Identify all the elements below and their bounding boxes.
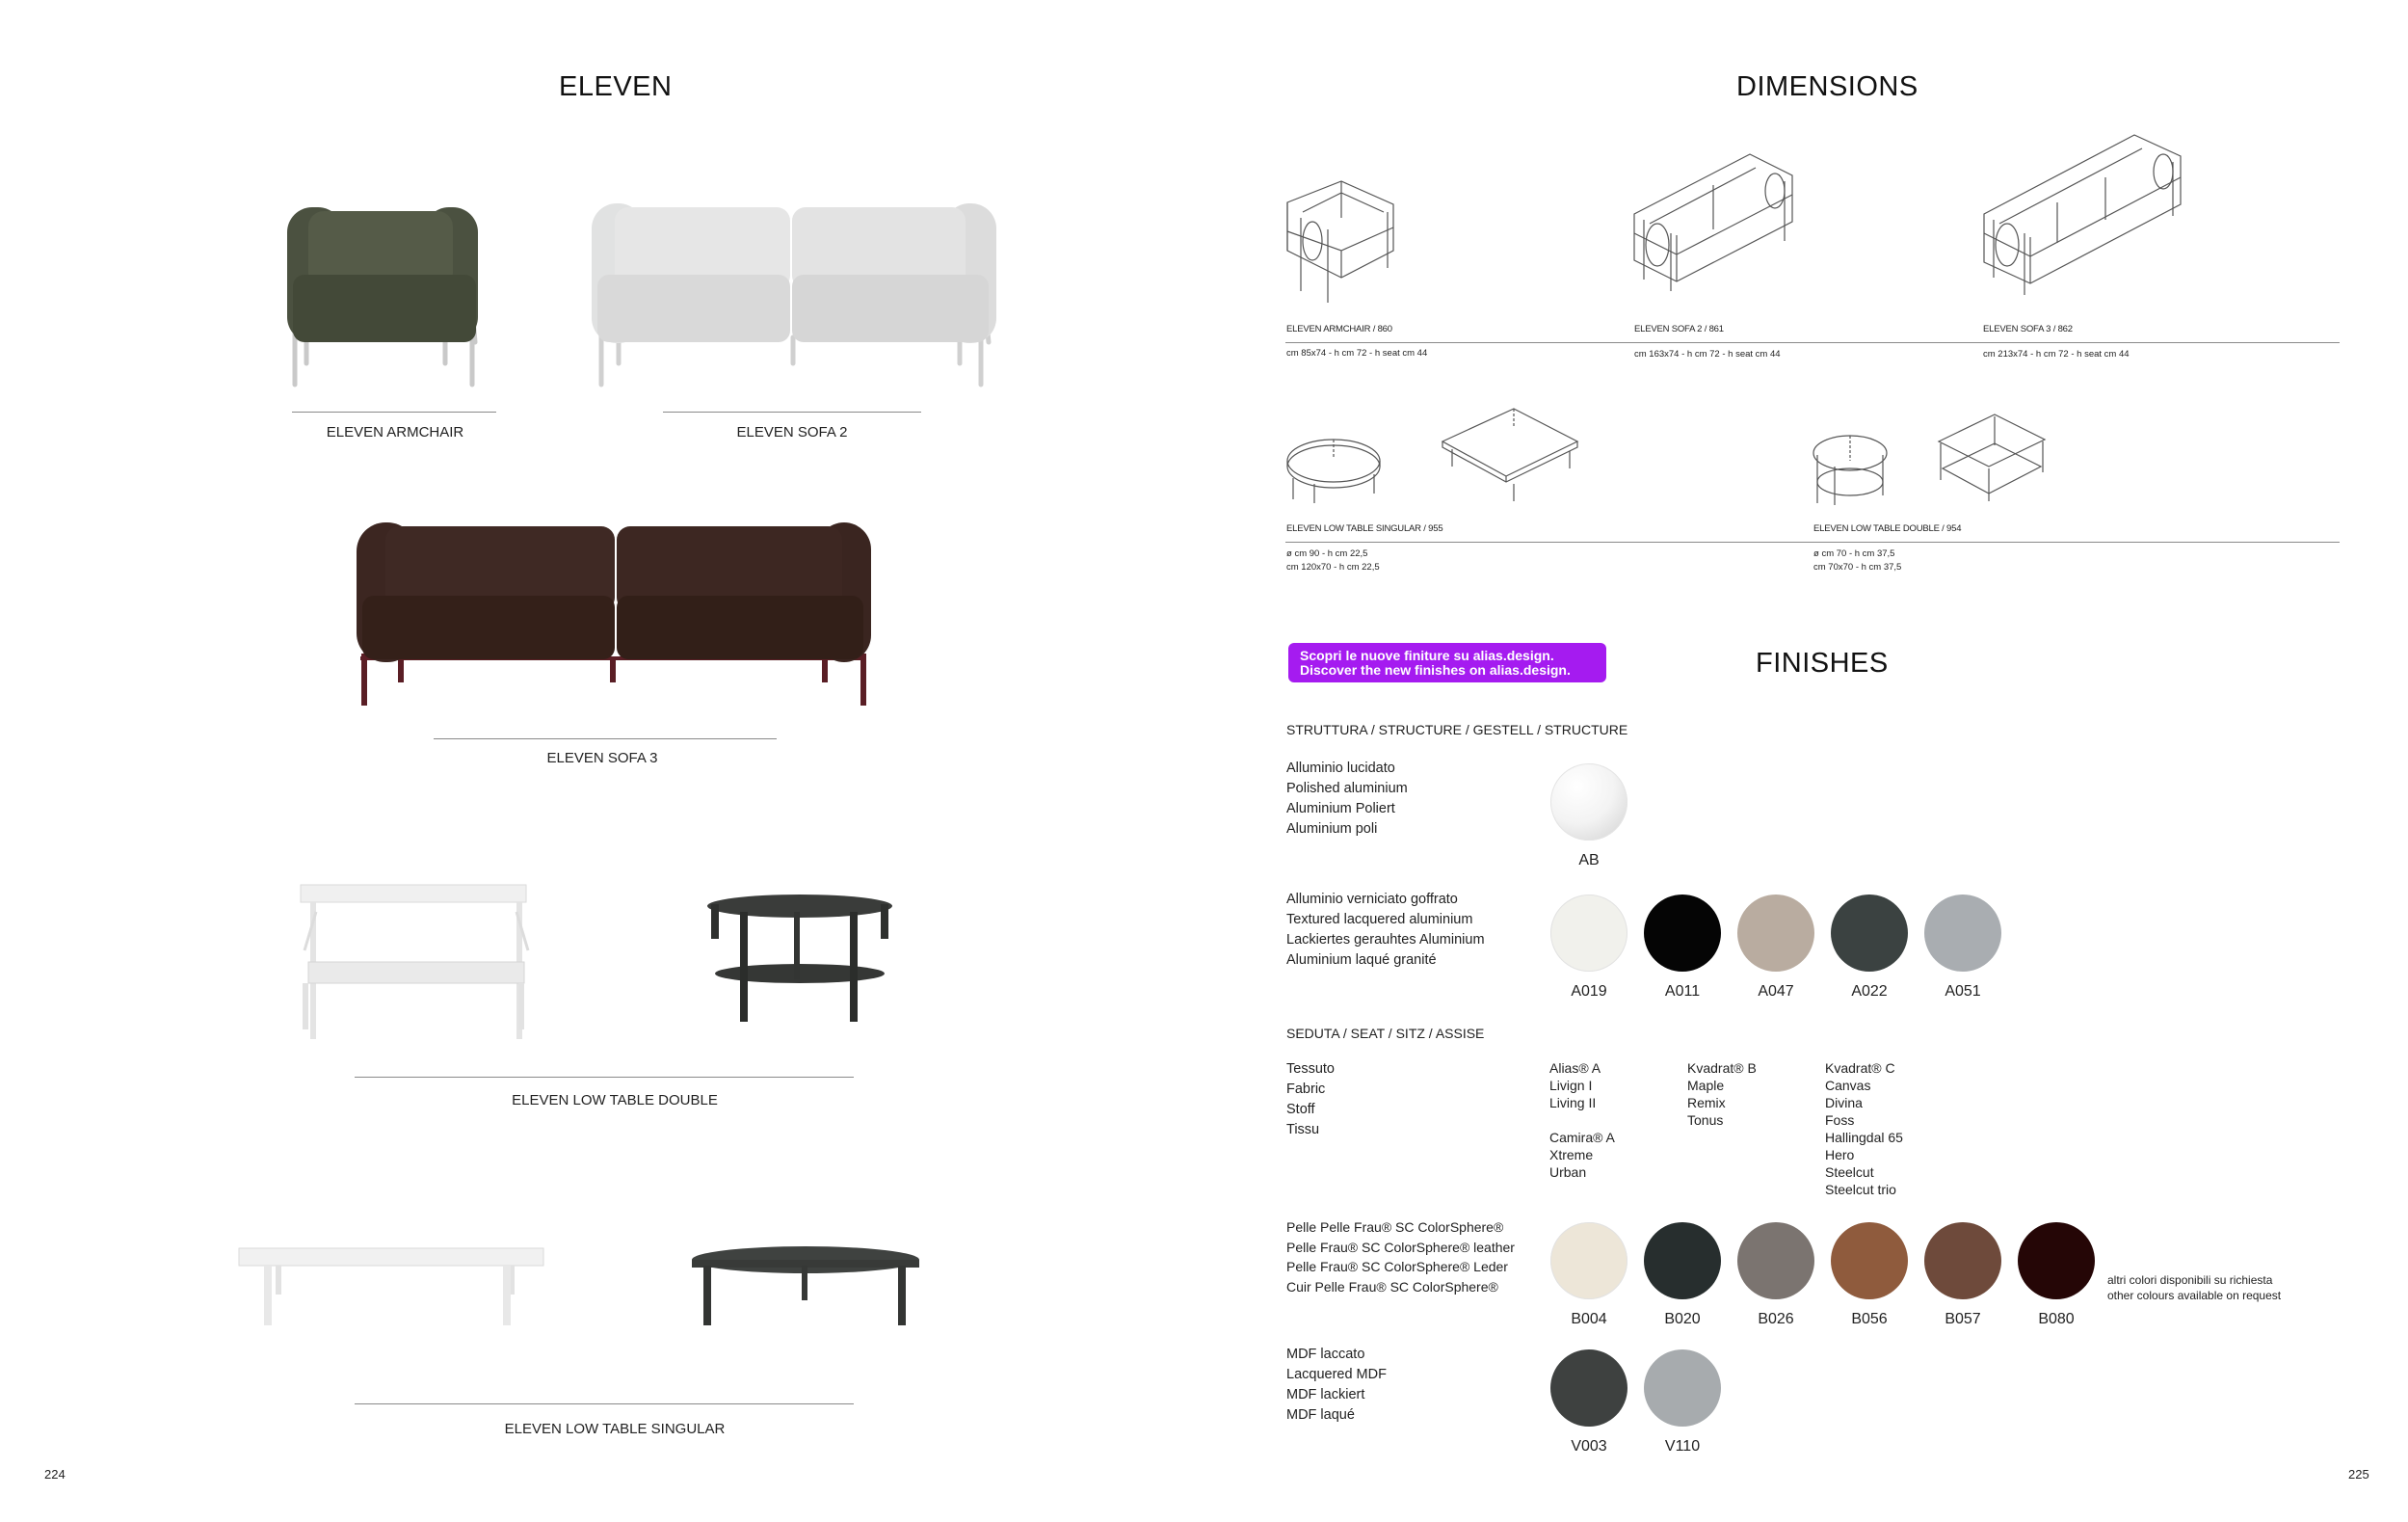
fabric-col1-item: Xtreme (1549, 1147, 1594, 1162)
fabric-col3-item: Kvadrat® C (1825, 1060, 1895, 1076)
swatch-A051[interactable] (1924, 895, 2001, 972)
mdf-description: MDF laccato Lacquered MDF MDF lackiert MDF laqué (1286, 1347, 1387, 1423)
table-singular-round-drawing (1285, 436, 1382, 503)
promo-line-1: Scopri le nuove finiture su alias.design. (1300, 648, 1554, 663)
swatch-A011-label: A011 (1664, 983, 1701, 1000)
low-table-double-round-image (703, 893, 896, 1028)
dim-table-singular-values: ø cm 90 - h cm 22,5 cm 120x70 - h cm 22,5 (1286, 548, 1380, 573)
low-table-double-divider (355, 1077, 854, 1078)
dim-armchair-name: ELEVEN ARMCHAIR / 860 (1286, 324, 1392, 334)
low-table-singular-divider (355, 1403, 854, 1404)
fabric-col3-item: Foss (1825, 1112, 1855, 1128)
leather-description: Pelle Pelle Frau® SC ColorSphere® Pelle Frau® SC ColorSphere® leather Pelle Frau® SC ColorSphere® Leder Cuir Pelle Frau® SC ColorSphere® (1286, 1219, 1515, 1295)
swatch-A011[interactable] (1644, 895, 1721, 972)
textured-description: Alluminio verniciato goffrato Textured lacquered aluminium Lackiertes gerauhtes Aluminium Aluminium laqué granité (1286, 892, 1485, 968)
armchair-divider (292, 412, 496, 413)
swatch-A022-label: A022 (1851, 983, 1888, 1000)
swatch-A019-label: A019 (1571, 983, 1607, 1000)
sofa2-drawing (1630, 147, 1796, 291)
swatch-B057-label: B057 (1945, 1311, 1981, 1327)
fabric-col3-item: Canvas (1825, 1078, 1871, 1093)
polished-description: Alluminio lucidato Polished aluminium Aluminium Poliert Aluminium poli (1286, 761, 1408, 837)
swatch-B026-label: B026 (1758, 1311, 1794, 1327)
promo-line-2: Discover the new finishes on alias.design. (1300, 662, 1571, 678)
swatch-A047[interactable] (1737, 895, 1814, 972)
fabric-collection-a (1549, 1059, 1615, 1181)
sofa2-divider (663, 412, 921, 413)
swatch-AB-label: AB (1578, 852, 1600, 868)
sofa3-image (353, 519, 873, 711)
table-singular-rect-drawing (1441, 407, 1580, 503)
sofa2-label: ELEVEN SOFA 2 (736, 424, 848, 441)
swatch-B080[interactable] (2018, 1222, 2095, 1299)
armchair-label: ELEVEN ARMCHAIR (326, 424, 464, 441)
dim-table-singular-name: ELEVEN LOW TABLE SINGULAR / 955 (1286, 523, 1443, 534)
finishes-promo-link[interactable] (1288, 643, 1606, 682)
fabric-col3-item: Hero (1825, 1147, 1855, 1162)
swatch-B020-label: B020 (1664, 1311, 1701, 1327)
fabric-col1-item: Living II (1549, 1095, 1597, 1110)
swatch-A047-label: A047 (1758, 983, 1794, 1000)
low-table-singular-rect-image (237, 1246, 545, 1333)
fabric-col3-item: Hallingdal 65 (1825, 1130, 1903, 1145)
fabric-col3-item: Divina (1825, 1095, 1863, 1110)
swatch-A051-label: A051 (1945, 983, 1981, 1000)
left-page-title: ELEVEN (559, 71, 673, 102)
fabric-col2-item: Remix (1687, 1095, 1726, 1110)
fabric-col3-item: Steelcut trio (1825, 1182, 1896, 1197)
finishes-title: FINISHES (1756, 648, 1889, 679)
left-page-number: 224 (44, 1467, 66, 1482)
armchair-drawing (1283, 174, 1397, 304)
swatch-B004[interactable] (1550, 1222, 1627, 1299)
swatch-B020[interactable] (1644, 1222, 1721, 1299)
swatch-V110[interactable] (1644, 1349, 1721, 1427)
fabric-collection-b (1687, 1059, 1757, 1129)
armchair-image (279, 198, 501, 390)
dim-sofa3-values: cm 213x74 - h cm 72 - h seat cm 44 (1983, 349, 2130, 360)
dim-sofa3-name: ELEVEN SOFA 3 / 862 (1983, 324, 2073, 334)
dim-table-double-values: ø cm 70 - h cm 37,5 cm 70x70 - h cm 37,5 (1813, 548, 1902, 573)
swatch-V003-label: V003 (1571, 1438, 1607, 1455)
fabric-col3-item: Steelcut (1825, 1164, 1874, 1180)
swatch-B004-label: B004 (1571, 1311, 1607, 1327)
table-double-square-drawing (1937, 413, 2048, 504)
swatch-V003[interactable] (1550, 1349, 1627, 1427)
low-table-double-square-image (297, 883, 533, 1028)
swatch-B056[interactable] (1831, 1222, 1908, 1299)
seat-heading: SEDUTA / SEAT / SITZ / ASSISE (1286, 1026, 1485, 1041)
fabric-col1-item: Camira® A (1549, 1130, 1615, 1145)
low-table-singular-round-image (690, 1246, 921, 1333)
low-table-double-label: ELEVEN LOW TABLE DOUBLE (512, 1092, 718, 1108)
dim-armchair-values: cm 85x74 - h cm 72 - h seat cm 44 (1286, 348, 1428, 359)
right-page-number: 225 (2348, 1467, 2369, 1482)
fabric-col1-item: Alias® A (1549, 1060, 1601, 1076)
sofa3-drawing (1980, 127, 2184, 299)
dim-sofa2-name: ELEVEN SOFA 2 / 861 (1634, 324, 1724, 334)
fabric-col2-item: Tonus (1687, 1112, 1724, 1128)
fabric-col1-item (1549, 1111, 1615, 1129)
swatch-V110-label: V110 (1664, 1438, 1701, 1455)
structure-heading: STRUTTURA / STRUCTURE / GESTELL / STRUCTURE (1286, 722, 1628, 737)
fabric-description: Tessuto Fabric Stoff Tissu (1286, 1061, 1335, 1137)
sofa2-image (586, 198, 1000, 390)
dim-row2-rule (1285, 542, 2340, 543)
swatch-B056-label: B056 (1851, 1311, 1888, 1327)
swatch-B057[interactable] (1924, 1222, 2001, 1299)
fabric-col2-item: Maple (1687, 1078, 1725, 1093)
dim-sofa2-values: cm 163x74 - h cm 72 - h seat cm 44 (1634, 349, 1781, 360)
swatch-A022[interactable] (1831, 895, 1908, 972)
fabric-collection-c (1825, 1059, 1903, 1198)
swatch-AB[interactable] (1550, 763, 1627, 841)
low-table-singular-label: ELEVEN LOW TABLE SINGULAR (504, 1421, 726, 1437)
swatch-A019[interactable] (1550, 895, 1627, 972)
swatch-B080-label: B080 (2038, 1311, 2075, 1327)
table-double-round-drawing (1812, 434, 1889, 506)
dim-table-double-name: ELEVEN LOW TABLE DOUBLE / 954 (1813, 523, 1962, 534)
sofa3-divider (434, 738, 777, 739)
leather-note: altri colori disponibili su richiesta other colours available on request (2107, 1273, 2282, 1302)
fabric-col2-item: Kvadrat® B (1687, 1060, 1757, 1076)
fabric-col1-item: Livign I (1549, 1078, 1593, 1093)
dimensions-title: DIMENSIONS (1736, 71, 1918, 102)
swatch-B026[interactable] (1737, 1222, 1814, 1299)
dim-row1-rule (1285, 342, 2340, 343)
fabric-col1-item: Urban (1549, 1164, 1587, 1180)
sofa3-label: ELEVEN SOFA 3 (546, 750, 658, 766)
